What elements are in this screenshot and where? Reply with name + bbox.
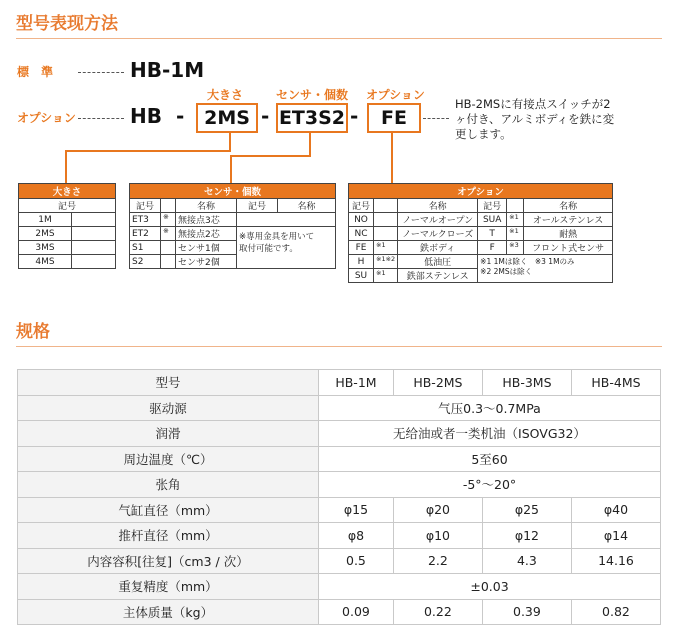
section-divider <box>16 346 662 347</box>
section-title-model: 型号表现方法 <box>16 14 118 34</box>
spec-row-label: 推杆直径（mm） <box>18 523 319 549</box>
spec-value: 5至60 <box>319 446 661 472</box>
sensor-name: センサ2個 <box>176 255 237 269</box>
sensor-code-box: ET3S2 <box>276 103 348 133</box>
connector-line <box>230 155 232 183</box>
sensor-code: ET3 <box>130 213 161 227</box>
option-mark: ※3 <box>507 241 524 255</box>
spec-row-label: 张角 <box>18 472 319 498</box>
dashed-leader <box>423 118 449 119</box>
option-name: フロント式センサ <box>524 241 613 255</box>
spec-value: ±0.03 <box>319 574 661 600</box>
sensor-code: S2 <box>130 255 161 269</box>
spec-header-model: HB-2MS <box>393 370 482 396</box>
spec-value: φ20 <box>393 497 482 523</box>
sensor-mark: ※ <box>161 227 176 241</box>
spec-row-label: 内容容积[往复]（cm3 / 次） <box>18 548 319 574</box>
connector-line <box>229 131 231 151</box>
sensor-code: ET2 <box>130 227 161 241</box>
spec-value: φ25 <box>482 497 571 523</box>
spec-row-label: 润滑 <box>18 421 319 447</box>
size-table-header: 記号 <box>19 199 116 213</box>
option-name: 鉄部ステンレス <box>398 269 478 283</box>
option-name: ノーマルオープン <box>398 213 478 227</box>
option-code: H <box>349 255 374 269</box>
option-mark: ※1 <box>507 227 524 241</box>
spec-row-label: 重复精度（mm） <box>18 574 319 600</box>
spec-value: 0.22 <box>393 599 482 625</box>
separator: - <box>350 104 359 128</box>
sensor-header-name: 名称 <box>278 199 336 213</box>
option-table <box>348 183 613 283</box>
size-table-title: 大きさ <box>19 184 116 199</box>
spec-value: 14.16 <box>571 548 660 574</box>
sensor-code: S1 <box>130 241 161 255</box>
sensor-name: 無接点2芯 <box>176 227 237 241</box>
option-header-name: 名称 <box>524 199 613 213</box>
sensor-mark: ※ <box>161 213 176 227</box>
size-row: 3MS <box>19 241 72 255</box>
spec-header-label: 型号 <box>18 370 319 396</box>
spec-value: φ10 <box>393 523 482 549</box>
option-table-title: オプション <box>349 184 613 199</box>
spec-header-model: HB-3MS <box>482 370 571 396</box>
spec-value: 4.3 <box>482 548 571 574</box>
separator: - <box>261 104 270 128</box>
option-code: SUA <box>478 213 507 227</box>
size-code-box: 2MS <box>196 103 258 133</box>
spec-row-label: 驱动源 <box>18 395 319 421</box>
connector-line <box>309 131 311 156</box>
connector-line <box>391 131 393 183</box>
sensor-name: 無接点3芯 <box>176 213 237 227</box>
spec-value: 0.82 <box>571 599 660 625</box>
spec-value: -5°～20° <box>319 472 661 498</box>
spec-value: 0.09 <box>319 599 394 625</box>
size-code-label: 大きさ <box>207 88 244 102</box>
spec-value: φ14 <box>571 523 660 549</box>
sensor-header-code: 記号 <box>237 199 278 213</box>
dashed-leader <box>78 72 124 73</box>
section-divider <box>16 38 662 39</box>
dashed-leader <box>78 118 124 119</box>
sensor-header-name: 名称 <box>176 199 237 213</box>
sensor-table-title: センサ・個数 <box>130 184 336 199</box>
option-code: F <box>478 241 507 255</box>
option-name: オールステンレス <box>524 213 613 227</box>
spec-value: 0.5 <box>319 548 394 574</box>
option-name: 低油圧 <box>398 255 478 269</box>
option-mark: ※1 <box>374 269 398 283</box>
option-code-label: オプション <box>366 88 425 102</box>
spec-value: 气压0.3～0.7MPa <box>319 395 661 421</box>
option-code-box: FE <box>367 103 421 133</box>
option-mark: ※1 <box>507 213 524 227</box>
option-mark: ※1※2 <box>374 255 398 269</box>
separator: - <box>176 104 185 128</box>
option-notes: ※1 1Mは除く ※3 1Mのみ ※2 2MSは除く <box>478 255 613 283</box>
option-code: SU <box>349 269 374 283</box>
option-mark: ※1 <box>374 241 398 255</box>
spec-value: 无给油或者一类机油（ISOVG32） <box>319 421 661 447</box>
option-prefix: HB <box>130 104 162 128</box>
option-code: FE <box>349 241 374 255</box>
option-example-note: HB-2MSに有接点スイッチが2 ヶ付き、アルミボディを鉄に変 更します。 <box>455 97 615 141</box>
sensor-note: ※専用金具を用いて 取付可能です。 <box>237 227 336 269</box>
option-name: ノーマルクローズ <box>398 227 478 241</box>
sensor-header-code: 記号 <box>130 199 161 213</box>
option-code: NC <box>349 227 374 241</box>
spec-value: φ15 <box>319 497 394 523</box>
spec-header-model: HB-4MS <box>571 370 660 396</box>
spec-row-label: 主体质量（kg） <box>18 599 319 625</box>
connector-line <box>230 155 311 157</box>
section-title-spec: 规格 <box>16 322 50 342</box>
connector-line <box>65 150 231 152</box>
option-header-code: 記号 <box>349 199 374 213</box>
spec-header-model: HB-1M <box>319 370 394 396</box>
sensor-table <box>129 183 336 269</box>
spec-table <box>17 369 661 625</box>
standard-label: 標 準 <box>17 65 54 79</box>
option-label: オプション <box>17 111 76 125</box>
size-row: 1M <box>19 213 72 227</box>
spec-value: 2.2 <box>393 548 482 574</box>
option-name: 耐熱 <box>524 227 613 241</box>
standard-model: HB-1M <box>130 58 205 82</box>
size-table <box>18 183 116 269</box>
spec-value: φ12 <box>482 523 571 549</box>
option-code: NO <box>349 213 374 227</box>
spec-row-label: 气缸直径（mm） <box>18 497 319 523</box>
option-header-name: 名称 <box>398 199 478 213</box>
option-header-code: 記号 <box>478 199 507 213</box>
option-name: 鉄ボディ <box>398 241 478 255</box>
sensor-name: センサ1個 <box>176 241 237 255</box>
option-code: T <box>478 227 507 241</box>
spec-value: 0.39 <box>482 599 571 625</box>
size-row: 4MS <box>19 255 72 269</box>
size-row: 2MS <box>19 227 72 241</box>
spec-row-label: 周边温度（℃） <box>18 446 319 472</box>
connector-line <box>65 150 67 183</box>
spec-value: φ8 <box>319 523 394 549</box>
sensor-code-label: センサ・個数 <box>276 88 349 102</box>
spec-value: φ40 <box>571 497 660 523</box>
